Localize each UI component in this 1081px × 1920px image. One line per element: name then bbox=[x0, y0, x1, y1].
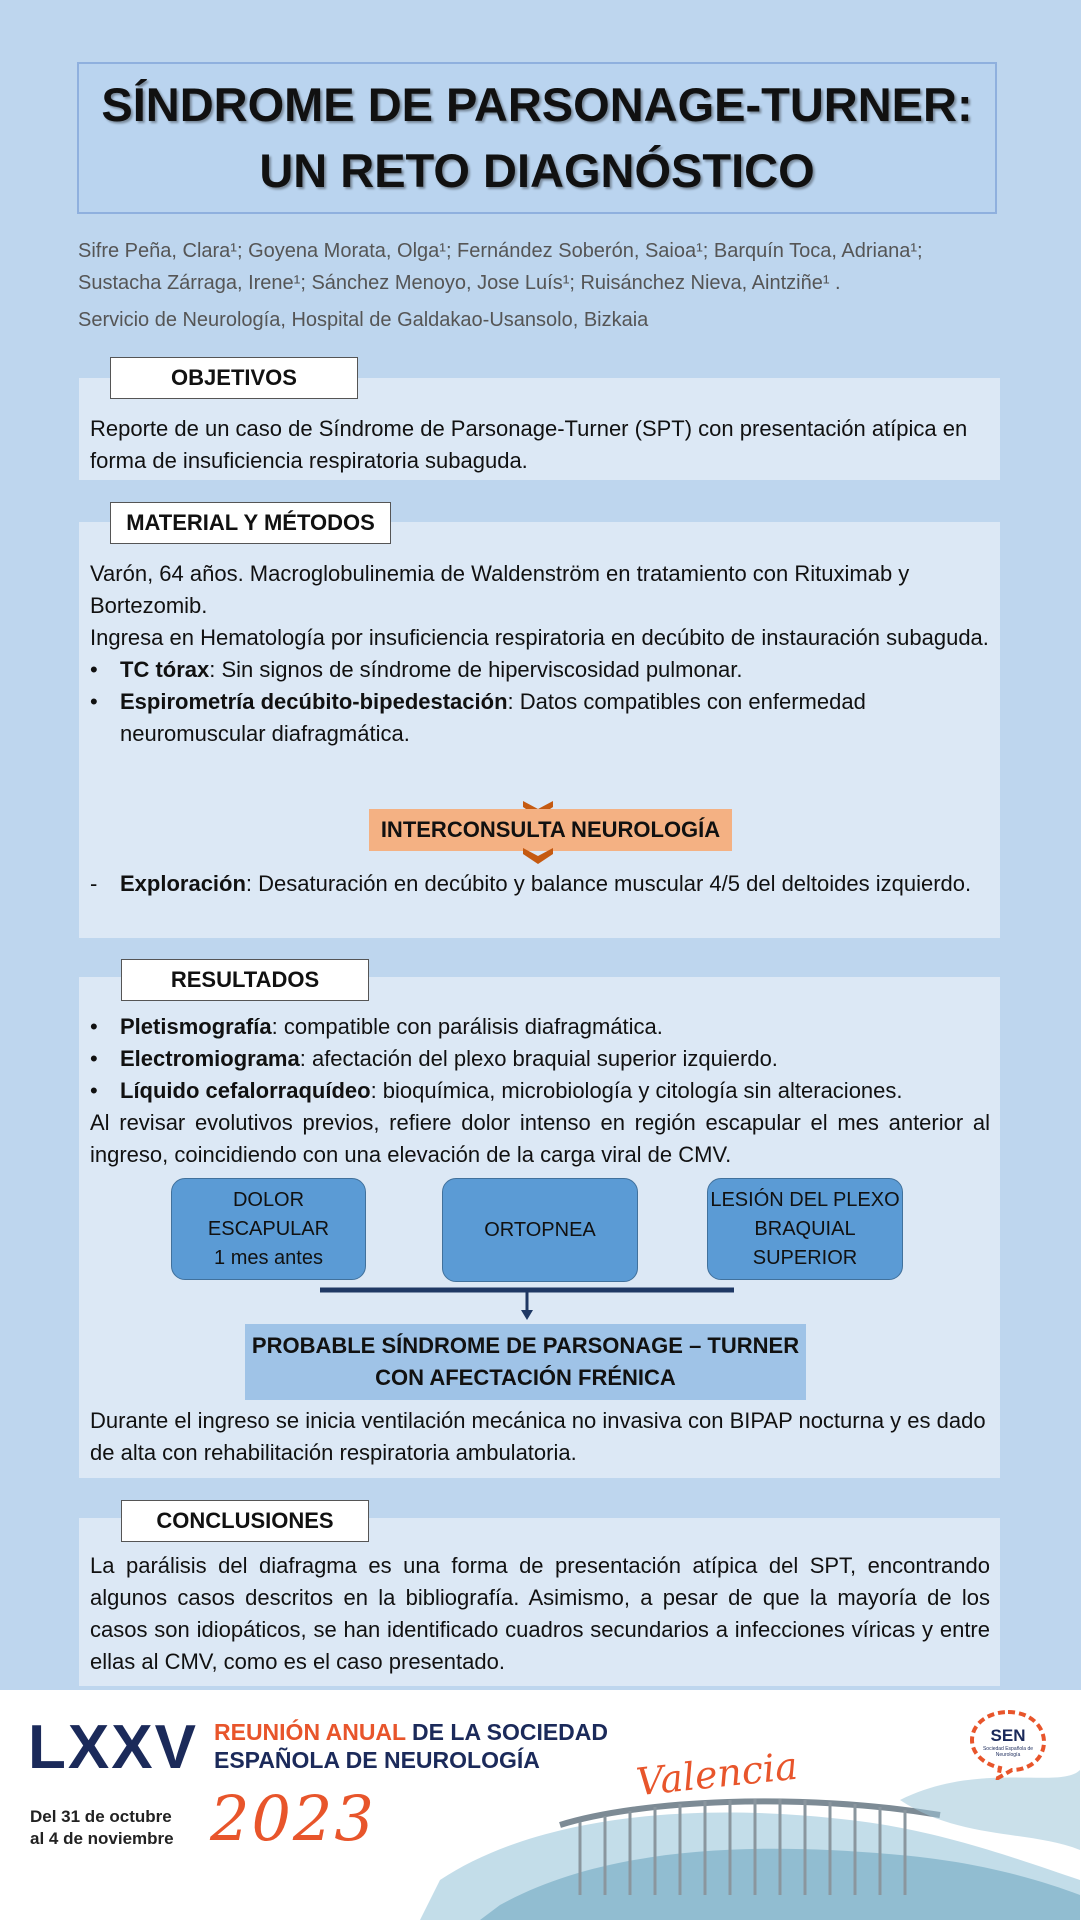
resultados-paragraph-2: Durante el ingreso se inicia ventilación mecánica no invasiva con BIPAP nocturna y es dado de alta con rehabilitación respiratoria ambulatoria. bbox=[90, 1408, 986, 1465]
event-name-part-2: DE LA SOCIEDAD bbox=[405, 1719, 608, 1745]
objetivos-text: Reporte de un caso de Síndrome de Parsonage-Turner (SPT) con presentación atípica en forma de insuficiencia respiratoria subaguda. bbox=[90, 416, 968, 473]
bullet-marker: • bbox=[90, 1078, 98, 1103]
box-lesion-line-3: SUPERIOR bbox=[752, 1246, 858, 1269]
electromiograma-label: Electromiograma bbox=[120, 1046, 300, 1071]
box-ortopnea bbox=[442, 1178, 638, 1282]
sen-logo-name: SEN bbox=[990, 1726, 1026, 1745]
congress-banner bbox=[0, 1690, 1081, 1920]
metodos-bullet-espirometria bbox=[90, 686, 995, 750]
authors-line-2: Sustacha Zárraga, Irene¹; Sánchez Menoyo, Jose Luís¹; Ruisánchez Nieva, Aintziñe¹ . bbox=[78, 272, 841, 294]
bullet-marker: • bbox=[90, 1046, 98, 1071]
pletismografia-label: Pletismografía bbox=[120, 1014, 272, 1039]
diagnosis-line-2: CON AFECTACIÓN FRÉNICA bbox=[375, 1365, 676, 1390]
lcr-text: : bioquímica, microbiología y citología sin alteraciones. bbox=[370, 1078, 903, 1103]
chevron-down-icon bbox=[523, 848, 553, 864]
espirometria-label: Espirometría decúbito-bipedestación bbox=[120, 689, 508, 714]
tc-label: TC tórax bbox=[120, 657, 210, 682]
pletismografia-text: : compatible con parálisis diafragmática. bbox=[271, 1014, 663, 1039]
sen-logo-subtitle: Sociedad Española de Neurología bbox=[982, 1746, 1034, 1758]
metodos-bullet-tc bbox=[90, 654, 995, 686]
poster-title bbox=[77, 62, 997, 214]
authors-line-1: Sifre Peña, Clara¹; Goyena Morata, Olga¹; Fernández Soberón, Saioa¹; Barquín Toca, Adriana¹; bbox=[78, 240, 923, 262]
resultados-bullet-lcr bbox=[90, 1075, 990, 1107]
event-year: 2023 bbox=[210, 1782, 376, 1855]
metodos-exploracion bbox=[90, 868, 995, 900]
event-name bbox=[214, 1718, 608, 1774]
exploracion-text: : Desaturación en decúbito y balance muscular 4/5 del deltoides izquierdo. bbox=[245, 871, 972, 896]
diagnosis-box bbox=[245, 1324, 806, 1400]
event-dates-line-2: al 4 de noviembre bbox=[30, 1829, 174, 1848]
event-name-part-1: REUNIÓN ANUAL bbox=[214, 1719, 406, 1745]
exploracion-label: Exploración bbox=[120, 871, 246, 896]
event-city: Valencia bbox=[634, 1743, 800, 1805]
metodos-paragraph-1: Varón, 64 años. Macroglobulinemia de Waldenström en tratamiento con Rituximab y Bortezomib. bbox=[90, 561, 910, 618]
bullet-marker: • bbox=[90, 1014, 98, 1039]
title-line-1: SÍNDROME DE PARSONAGE-TURNER: bbox=[101, 78, 973, 131]
tc-text: : Sin signos de síndrome de hiperviscosidad pulmonar. bbox=[209, 657, 743, 682]
box-dolor-line-2: ESCAPULAR bbox=[207, 1217, 330, 1240]
connector-arrow bbox=[320, 1284, 740, 1324]
electromiograma-text: : afectación del plexo braquial superior izquierdo. bbox=[299, 1046, 778, 1071]
resultados-bullet-electromiograma bbox=[90, 1043, 990, 1075]
resultados-body bbox=[90, 1011, 990, 1171]
box-lesion-line-2: BRAQUIAL bbox=[754, 1217, 856, 1240]
box-dolor-line-3: 1 mes antes bbox=[214, 1246, 323, 1269]
sen-logo bbox=[968, 1708, 1048, 1780]
metodos-label: MATERIAL Y MÉTODOS bbox=[110, 502, 391, 544]
lcr-label: Líquido cefalorraquídeo bbox=[120, 1078, 371, 1103]
metodos-body bbox=[90, 558, 995, 750]
metodos-paragraph-2: Ingresa en Hematología por insuficiencia respiratoria en decúbito de instauración subaguda. bbox=[90, 625, 989, 650]
objetivos-label: OBJETIVOS bbox=[110, 357, 358, 399]
box-ortopnea-text: ORTOPNEA bbox=[484, 1218, 596, 1241]
resultados-label: RESULTADOS bbox=[121, 959, 369, 1001]
box-dolor-line-1: DOLOR bbox=[232, 1188, 305, 1211]
box-lesion-line-1: LESIÓN DEL PLEXO bbox=[710, 1188, 900, 1211]
bullet-marker: • bbox=[90, 689, 98, 714]
box-dolor-escapular bbox=[171, 1178, 366, 1280]
resultados-bullet-pletismografia bbox=[90, 1011, 990, 1043]
title-line-2: UN RETO DIAGNÓSTICO bbox=[259, 144, 815, 197]
authors bbox=[78, 235, 1018, 299]
dash-marker: - bbox=[90, 871, 98, 896]
affiliation: Servicio de Neurología, Hospital de Galdakao-Usansolo, Bizkaia bbox=[78, 309, 649, 331]
event-name-line-2: ESPAÑOLA DE NEUROLOGÍA bbox=[214, 1747, 540, 1773]
espirometria-text: : Datos compatibles con enfermedad neuromuscular diafragmática. bbox=[120, 689, 866, 746]
conclusiones-text: La parálisis del diafragma es una forma de presentación atípica del SPT, encontrando algunos casos descritos en la bibliografía. Asimismo, a pesar de que la mayoría de los casos son idiopáticos, se han identificado cuadros secundarios a infecciones víricas y entre ellas al CMV, como es el caso presentado. bbox=[90, 1553, 990, 1674]
diagnosis-line-1: PROBABLE SÍNDROME DE PARSONAGE – TURNER bbox=[251, 1333, 800, 1358]
interconsulta-neurologia: INTERCONSULTA NEUROLOGÍA bbox=[369, 809, 732, 851]
event-dates-line-1: Del 31 de octubre bbox=[30, 1807, 172, 1826]
box-lesion-plexo bbox=[707, 1178, 903, 1280]
conclusiones-label: CONCLUSIONES bbox=[121, 1500, 369, 1542]
event-dates bbox=[30, 1806, 174, 1850]
resultados-paragraph-1: Al revisar evolutivos previos, refiere dolor intenso en región escapular el mes anterior al ingreso, coincidiendo con una elevación de la carga viral de CMV. bbox=[90, 1110, 990, 1167]
event-roman-numeral: LXXV bbox=[28, 1713, 198, 1782]
bullet-marker: • bbox=[90, 657, 98, 682]
